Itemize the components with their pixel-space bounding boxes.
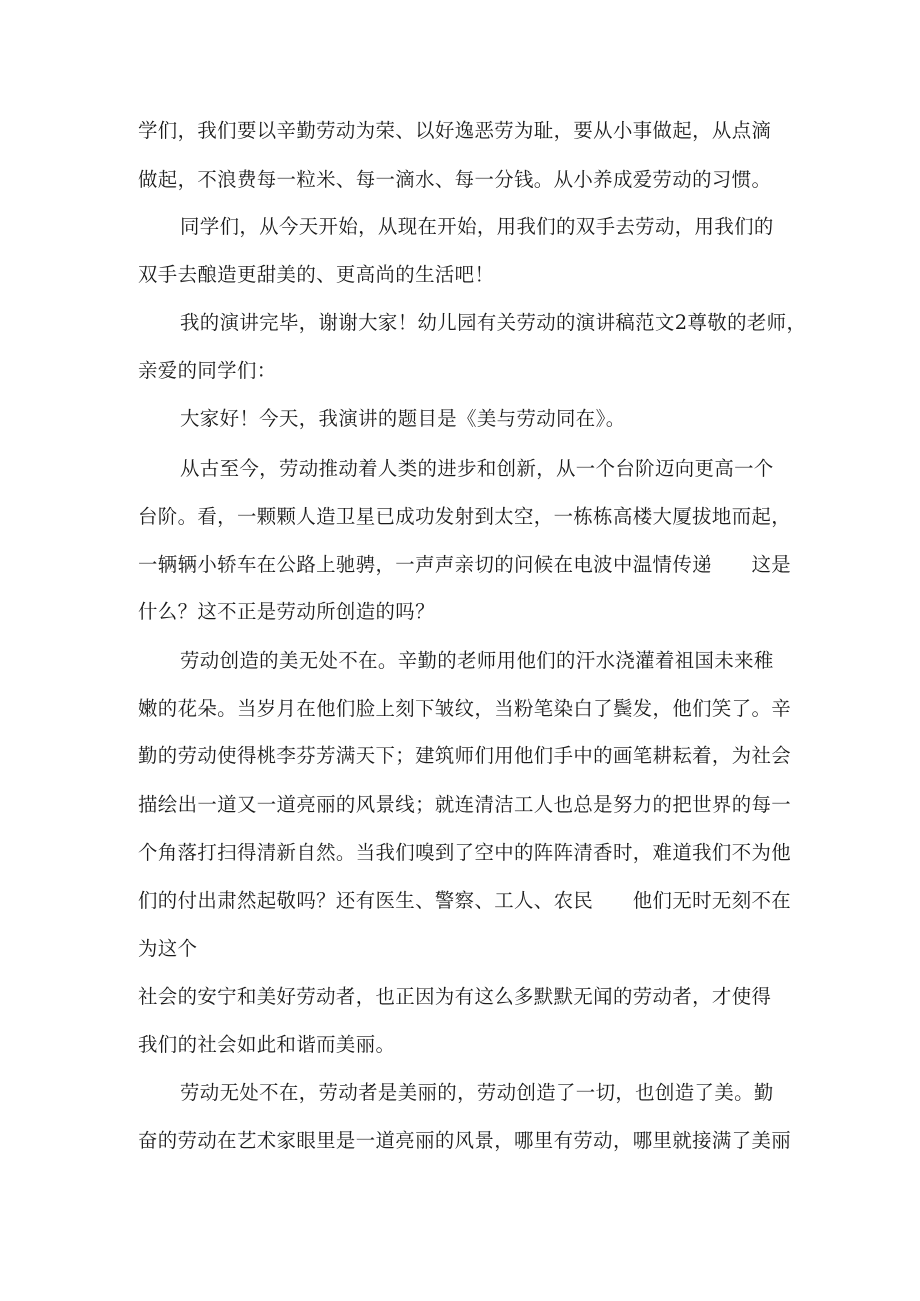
text-line: 学们，我们要以辛勤劳动为荣、以好逸恶劳为耻，要从小事做起，从点滴	[138, 119, 772, 142]
text-line: 台阶。看，一颗颗人造卫星已成功发射到太空，一栋栋高楼大厦拔地而起，	[138, 505, 792, 528]
paragraph-start: 从古至今，劳动推动着人类的进步和创新，从一个台阶迈向更高一个	[180, 457, 774, 480]
text-line: 勤的劳动使得桃李芬芳满天下；建筑师们用他们手中的画笔耕耘着，为社会	[138, 744, 792, 767]
text-line: 奋的劳动在艺术家眼里是一道亮丽的风景，哪里有劳动，哪里就接满了美丽	[138, 1129, 792, 1152]
text-line: 亲爱的同学们：	[138, 359, 277, 382]
text-line: 做起，不浪费每一粒米、每一滴水、每一分钱。从小养成爱劳动的习惯。	[138, 168, 772, 191]
text-line: 我们的社会如此和谐而美丽。	[138, 1033, 396, 1056]
paragraph-start: 同学们，从今天开始，从现在开始，用我们的双手去劳动，用我们的	[180, 215, 774, 238]
paragraph-start: 大家好！今天，我演讲的题目是《美与劳动同在》。	[180, 407, 626, 430]
paragraph-start: 劳动创造的美无处不在。辛勤的老师用他们的汗水浇灌着祖国未来稚	[180, 649, 774, 672]
paragraph-start: 劳动无处不在，劳动者是美丽的，劳动创造了一切，也创造了美。勤	[180, 1081, 774, 1104]
text-line: 描绘出一道又一道亮丽的风景线；就连清洁工人也总是努力的把世界的每一	[138, 793, 792, 816]
text-line: 社会的安宁和美好劳动者，也正因为有这么多默默无闻的劳动者，才使得	[138, 985, 772, 1008]
paragraph-start: 我的演讲完毕，谢谢大家！幼儿园有关劳动的演讲稿范文2尊敬的老师，	[180, 311, 807, 334]
text-line: 们的付出肃然起敬吗？还有医生、警察、工人、农民 他们无时无刻不在	[138, 889, 792, 912]
text-line: 为这个	[138, 937, 198, 960]
text-line: 双手去酿造更甜美的、更高尚的生活吧！	[138, 263, 495, 286]
text-line: 嫩的花朵。当岁月在他们脸上刻下皱纹，当粉笔染白了鬓发，他们笑了。辛	[138, 697, 792, 720]
text-line: 个角落打扫得清新自然。当我们嗅到了空中的阵阵清香时，难道我们不为他	[138, 841, 792, 864]
text-line: 一辆辆小轿车在公路上驰骋，一声声亲切的问候在电波中温情传递 这是	[138, 553, 792, 576]
text-line: 什么？这不正是劳动所创造的吗？	[138, 600, 435, 623]
